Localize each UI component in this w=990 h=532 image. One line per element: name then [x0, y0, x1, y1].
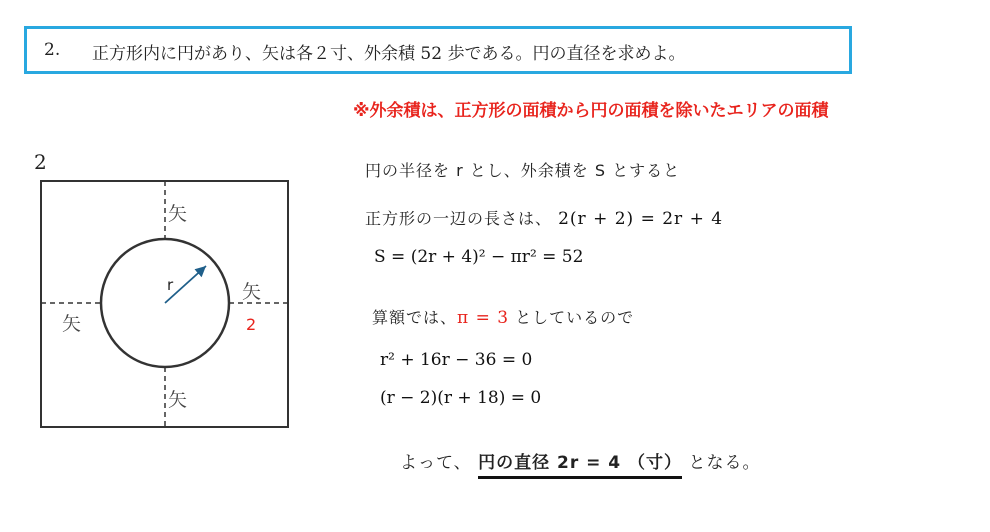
diagram-label: 2: [34, 150, 47, 174]
equation-1: S = (2r + 4)² − πr² = 52: [374, 247, 584, 267]
solution-line2-formula: 2(r + 2) = 2r + 4: [558, 209, 724, 229]
solution-line3-prefix: 算額では、: [372, 308, 458, 327]
problem-number: 2.: [44, 40, 61, 60]
note-text: ※外余積は、正方形の面積から円の面積を除いたエリアの面積: [353, 101, 829, 121]
solution-line3: [372, 305, 634, 328]
equation-3: (r − 2)(r + 18) = 0: [380, 388, 542, 408]
solution-line2: [365, 206, 723, 229]
arrow-value-label: 2: [246, 315, 257, 334]
radius-label: r: [167, 276, 174, 294]
final-strong: 円の直径 2r = 4 （寸）: [478, 453, 682, 479]
final-prefix: よって、: [400, 453, 472, 473]
geometry-diagram: [0, 0, 330, 440]
arrow-label-right: 矢: [242, 281, 262, 303]
final-suffix: となる。: [688, 453, 761, 473]
arrow-label-left: 矢: [62, 313, 82, 335]
arrow-label-bottom: 矢: [168, 389, 188, 411]
solution-line2-prefix: 正方形の一辺の長さは、: [365, 209, 553, 228]
solution-line1: 円の半径を r とし、外余積を S とすると: [365, 161, 681, 180]
arrow-label-top: 矢: [168, 203, 188, 225]
problem-text: 正方形内に円があり、矢は各２寸、外余積 52 歩である。円の直径を求めよ。: [92, 44, 686, 64]
solution-line3-suffix: としているので: [515, 308, 635, 327]
equation-2: r² + 16r − 36 = 0: [380, 350, 533, 370]
pi-value: π = 3: [457, 308, 510, 328]
final-answer: [400, 448, 760, 473]
